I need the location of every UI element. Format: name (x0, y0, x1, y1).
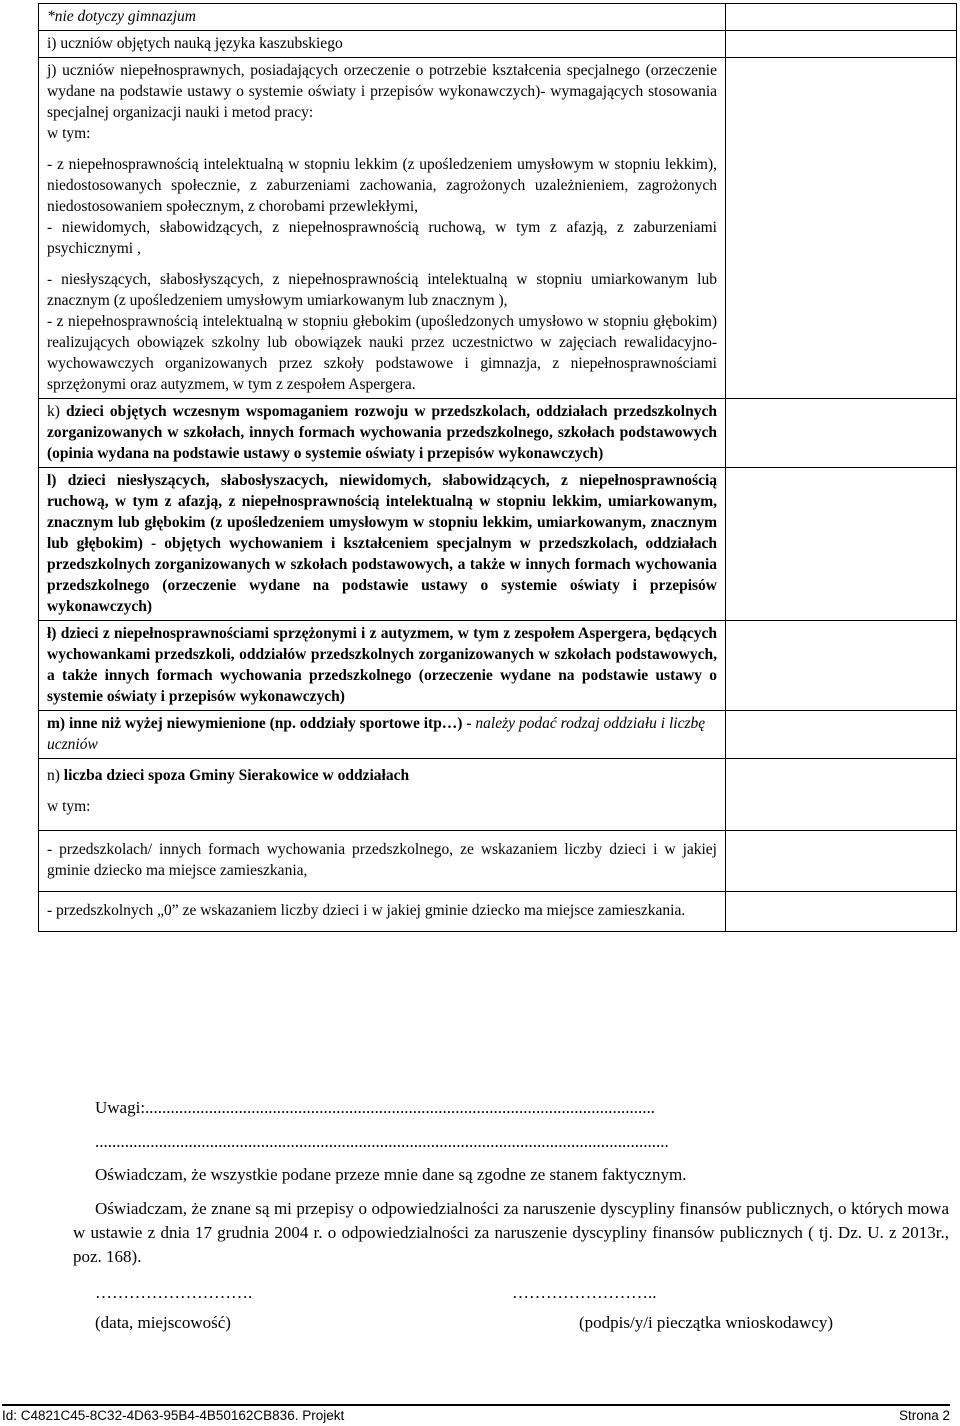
table-row (39, 468, 957, 621)
table-row (39, 711, 957, 759)
row-l2-text: ł) dzieci z niepełnosprawnościami sprzężonymi i z autyzmem, w tym z zespołem Aspergera, będących wychowankami przedszkoli, oddziałów przedszkolnych zorganizowanych w szkołach podstawowych, a także innych formach wychowania przedszkolnego (orzeczenie wydane na podstawie ustawy o systemie oświaty i przepisów wykonawczych) (39, 621, 726, 711)
row-n-item-a-text: - przedszkolach/ innych formach wychowania przedszkolnego, ze wskazaniem liczby dzieci i w jakiej gminie dziecko ma miejsce zamieszkania, (47, 841, 717, 879)
value-cell[interactable] (726, 58, 957, 399)
page-number: Strona 2 (898, 1408, 950, 1423)
row-j-item-d: - z niepełnosprawnością intelektualną w stopniu głebokim (upośledzonych umysłowo w stopniu głębokim) realizujących obowiązek szkolny lub obowiązek nauki przez uczestnictwo w zajęciach rewalidacyjno-wychowawczych organizowanych przez szkoły podstawowe i gimnazja, z niepełnosprawnościami sprzężonymi oraz autyzmem, w tym z zespołem Aspergera. (47, 313, 717, 393)
row-k-text: dzieci objętych wczesnym wspomaganiem rozwoju w przedszkolach, oddziałach przedszkolnych zorganizowanych w szkołach, innych formach wychowania przedszkolnego, szkołach podstawowych (opinia wydana na podstawie ustawy o systemie oświaty i przepisów wykonawczych) (47, 403, 717, 462)
row-n-wtym: w tym: (47, 798, 91, 815)
signature-dotted-line[interactable]: …………………….. (512, 1283, 657, 1302)
row-j-cell (39, 58, 726, 399)
note-text: *nie dotyczy gimnazjum (39, 4, 726, 31)
value-cell[interactable] (726, 711, 957, 759)
row-k-cell (39, 399, 726, 468)
date-place-label: (data, miejscowość) (95, 1313, 231, 1332)
table-row (39, 892, 957, 932)
table-row (39, 759, 957, 831)
row-m-instruction: należy podać rodzaj oddziału i liczbę uczniów (47, 715, 706, 753)
uwagi-line-2[interactable]: ....................................................................................................................................... (95, 1132, 669, 1151)
signature-label: (podpis/y/i pieczątka wnioskodawcy) (579, 1313, 833, 1332)
value-cell[interactable] (726, 892, 957, 932)
form-table (38, 3, 957, 932)
uwagi-line-1[interactable]: Uwagi:........................................................................................................................ (95, 1098, 656, 1117)
row-j-item-a: - z niepełnosprawnością intelektualną w stopniu lekkim (z upośledzeniem umysłowym w stopniu lekkim), niedostosowanych społecznie, z zaburzeniami zachowania, zagrożonych uzależnieniem, zagrożonych niedostosowaniem społecznym, z chorobami przewlekłymi, (47, 156, 717, 215)
row-n-item-a (39, 831, 726, 892)
table-row (39, 831, 957, 892)
row-j-title: j) uczniów niepełnosprawnych, posiadających orzeczenie o potrzebie kształcenia specjalnego (orzeczenie wydane na podstawie ustawy o systemie oświaty i przepisów wykonawczych)- wymagających stosowania specjalnej organizacji nauki i metod pracy: (47, 62, 717, 121)
value-cell[interactable] (726, 468, 957, 621)
table-row (39, 621, 957, 711)
row-j-item-b: - niewidomych, słabowidzących, z niepełnosprawnością ruchową, w tym z afazją, z zaburzeniami psychicznymi , (47, 219, 717, 257)
value-cell[interactable] (726, 399, 957, 468)
row-l-text: l) dzieci niesłyszących, słabosłyszacych, niewidomych, słabowidzących, z niepełnosprawnością ruchową, w tym z afazją, z niepełnosprawnością intelektualną w stopniu lekkim, umiarkowanym, znacznym lub głębokim (z upośledzeniem umysłowym w stopniu lekkim, umiarkowanym, znacznym lub głębokim) - objętych wychowaniem i kształceniem specjalnym w przedszkolach, oddziałach przedszkolnych zorganizowanych w szkołach podstawowych, a także w innych formach wychowania przedszkolnego (orzeczenie wydane na podstawie ustawy o systemie oświaty i przepisów wykonawczych) (39, 468, 726, 621)
footer-divider (2, 1404, 950, 1406)
value-cell[interactable] (726, 831, 957, 892)
table-row (39, 31, 957, 58)
document-id: Id: C4821C45-8C32-4D63-95B4-4B50162CB836. Projekt (2, 1408, 345, 1423)
value-cell[interactable] (726, 621, 957, 711)
row-k-prefix: k) (47, 403, 66, 420)
table-row (39, 58, 957, 399)
statement-2: Oświadczam, że znane są mi przepisy o odpowiedzialności za naruszenie dyscypliny finansów publicznych, o których mowa w ustawie z dnia 17 grudnia 2004 r. o odpowiedzialności za naruszenie dyscypliny finansów publicznych ( tj. Dz. U. z 2013r., poz. 168). (73, 1199, 949, 1266)
statement-1: Oświadczam, że wszystkie podane przeze mnie dane są zgodne ze stanem faktycznym. (95, 1165, 687, 1184)
row-n-item-b (39, 892, 726, 932)
row-m-cell (39, 711, 726, 759)
date-dotted-line[interactable]: ………………………. (95, 1283, 253, 1302)
row-n-text: liczba dzieci spoza Gminy Sierakowice w oddziałach (63, 767, 410, 784)
value-cell[interactable] (726, 759, 957, 831)
row-j-item-c: - niesłyszących, słabosłyszących, z niepełnosprawnością intelektualną w stopniu umiarkowanym lub znacznym (z upośledzeniem umysłowym umiarkowanym lub znacznym ), (47, 271, 717, 309)
row-j-wtym: w tym: (47, 125, 91, 142)
row-n-prefix: n) (47, 767, 64, 784)
table-row (39, 4, 957, 31)
row-n-cell (39, 759, 726, 831)
row-i-text: i) uczniów objętych nauką języka kaszubskiego (39, 31, 726, 58)
value-cell[interactable] (726, 31, 957, 58)
table-row (39, 399, 957, 468)
row-m-text: m) inne niż wyżej niewymienione (np. oddziały sportowe itp…) - (47, 715, 476, 732)
row-n-item-b-text: - przedszkolnych „0” ze wskazaniem liczby dzieci i w jakiej gminie dziecko ma miejsce zamieszkania. (47, 902, 686, 919)
value-cell[interactable] (726, 4, 957, 31)
